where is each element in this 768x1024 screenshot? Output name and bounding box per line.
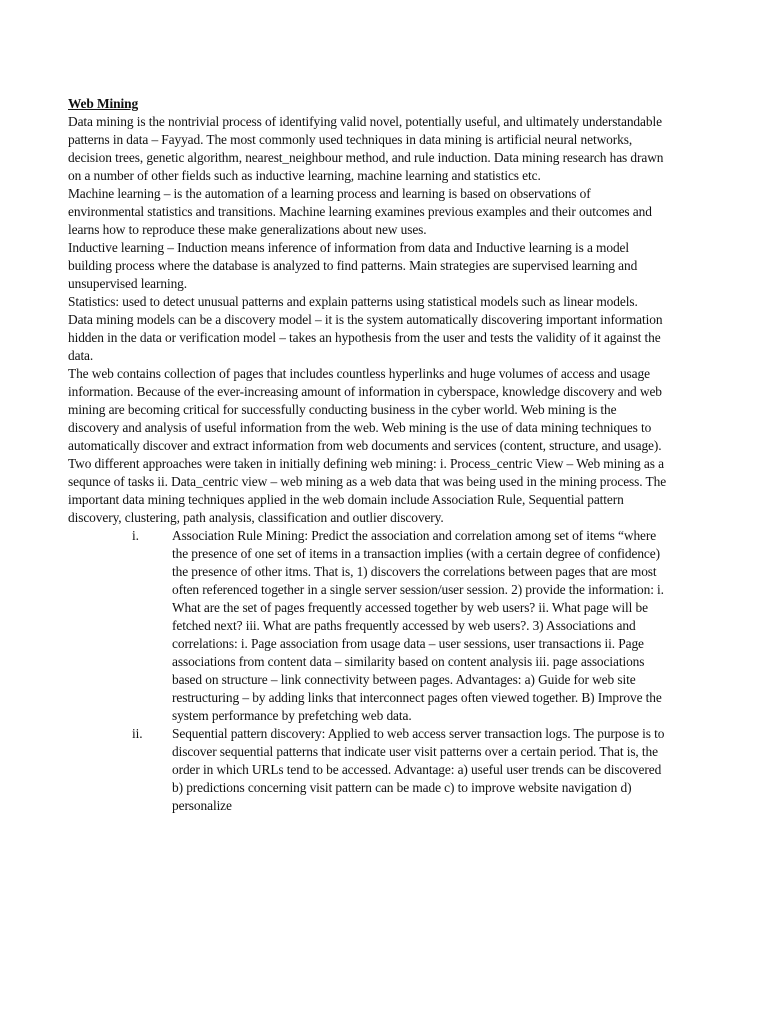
paragraph-web-mining: The web contains collection of pages that includes countless hyperlinks and huge volumes of access and usage information. Because of the ever-increasing amount of information in cyberspace, knowledge discovery and web mining are becoming critical for successfully conducting business in the cyber world. Web mining is the discovery and analysis of useful information from the web. Web mining is the use of data mining techniques to automatically discover and extract information from web documents and services (content, structure, and usage). Two different approaches were taken in initially defining web mining: i. Process_centric View – Web mining as a sequnce of tasks ii. Data_centric view – web mining as a web data that was being used in the mining process. The important data mining techniques applied in the web domain include Association Rule, Sequential pattern discovery, clustering, path analysis, classification and outlier discovery. <box>68 366 667 525</box>
list-item <box>68 725 668 815</box>
paragraph-inductive-learning: Inductive learning – Induction means inference of information from data and Inductive learning is a model building process where the database is analyzed to find patterns. Main strategies are supervised learning and unsupervised learning. <box>68 240 638 291</box>
techniques-list <box>68 527 668 815</box>
document-title: Web Mining <box>68 96 139 111</box>
list-item-text: Association Rule Mining: Predict the association and correlation among set of items “where the presence of one set of items in a transaction implies (with a certain degree of confidence) the presence of other itms. That is, 1) discovers the correlations between pages that are most often referenced together in a single server session/user session. 2) provide the information: i. What are the set of pages frequently accessed together by web users? ii. What page will be fetched next? iii. What are paths frequently accessed by web users?. 3) Associations and correlations: i. Page association from usage data – user sessions, user transactions ii. Page associations from content data – similarity based on content analysis iii. page associations based on structure – link connectivity between pages. Advantages: a) Guide for web site restructuring – by adding links that interconnect pages often viewed together. B) Improve the system performance by prefetching web data. <box>172 528 664 723</box>
paragraph-data-mining: Data mining is the nontrivial process of identifying valid novel, potentially useful, and ultimately understandable patterns in data – Fayyad. The most commonly used techniques in data mining is artificial neural networks, decision trees, genetic algorithm, nearest_neighbour method, and rule induction. Data mining research has drawn on a number of other fields such as inductive learning, machine learning and statistics etc. <box>68 114 664 183</box>
list-item-number: i. <box>132 528 139 543</box>
paragraph-data-mining-models: Data mining models can be a discovery model – it is the system automatically discovering important information hidden in the data or verification model – takes an hypothesis from the user and tests the validity of it against the data. <box>68 312 663 363</box>
list-item-text: Sequential pattern discovery: Applied to web access server transaction logs. The purpose is to discover sequential patterns that indicate user visit patterns over a certain period. That is, the order in which URLs tend to be accessed. Advantage: a) useful user trends can be discovered b) predictions concerning visit pattern can be made c) to improve website navigation d) personalize <box>172 726 665 813</box>
list-item-number: ii. <box>132 726 143 741</box>
paragraph-statistics: Statistics: used to detect unusual patterns and explain patterns using statistical models such as linear models. <box>68 294 638 309</box>
document-body <box>68 95 668 815</box>
paragraph-machine-learning: Machine learning – is the automation of a learning process and learning is based on observations of environmental statistics and transitions. Machine learning examines previous examples and their outcomes and learns how to reproduce these make generalizations about new uses. <box>68 186 652 237</box>
list-item <box>68 527 668 725</box>
